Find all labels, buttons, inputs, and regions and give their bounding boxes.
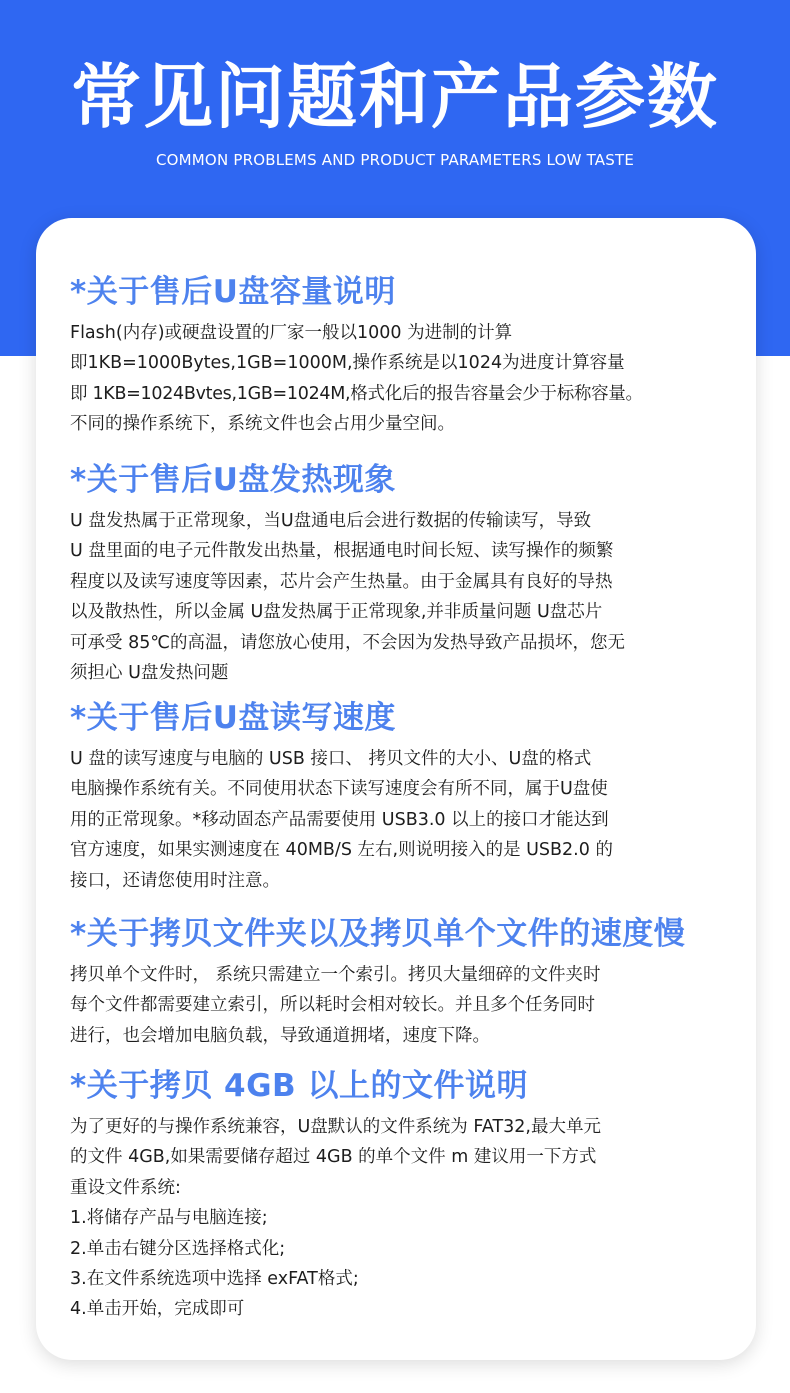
section-heat	[70, 456, 736, 688]
section-body	[70, 744, 736, 896]
body-line: 接口，还请您使用时注意。	[70, 870, 280, 891]
section-heading: *关于售后U盘发热现象	[70, 462, 396, 498]
body-line: 3.在文件系统选项中选择 exFAT格式;	[70, 1269, 359, 1290]
body-line: 的文件 4GB,如果需要储存超过 4GB 的单个文件 m 建议用一下方式	[70, 1147, 597, 1168]
body-line: 即1KB=1000Bytes,1GB=1000M,操作系统是以1024为进度计算容量	[70, 353, 625, 374]
body-line: U 盘里面的电子元件散发出热量，根据通电时间长短、读写操作的频繁	[70, 541, 614, 562]
body-line: U 盘发热属于正常现象，当U盘通电后会进行数据的传输读写，导致	[70, 511, 592, 531]
faq-card	[36, 218, 756, 1360]
body-line: 可承受 85℃的高温，请您放心使用，不会因为发热导致产品损坏，您无	[70, 632, 625, 653]
body-line: 拷贝单个文件时， 系统只需建立一个索引。拷贝大量细碎的文件夹时	[70, 965, 601, 985]
body-line: 4.单击开始，完成即可	[70, 1299, 245, 1320]
body-line: 用的正常现象。*移动固态产品需要使用 USB3.0 以上的接口才能达到	[70, 809, 609, 830]
section-body	[70, 318, 736, 440]
body-line: 1.将储存产品与电脑连接;	[70, 1208, 268, 1229]
body-line: 2.单击右键分区选择格式化;	[70, 1238, 286, 1259]
section-body	[70, 1112, 736, 1325]
body-line: 不同的操作系统下，系统文件也会占用少量空间。	[70, 414, 455, 435]
body-line: 为了更好的与操作系统兼容，U盘默认的文件系统为 FAT32,最大单元	[70, 1117, 601, 1137]
page-title: 常见问题和产品参数	[71, 56, 719, 138]
body-line: 程度以及读写速度等因素，芯片会产生热量。由于金属具有良好的导热	[70, 571, 613, 592]
body-line: 进行，也会增加电脑负载，导致通道拥堵，速度下降。	[70, 1025, 490, 1046]
section-capacity	[70, 268, 736, 440]
section-body	[70, 506, 736, 688]
section-heading: *关于拷贝 4GB 以上的文件说明	[70, 1068, 528, 1104]
section-heading: *关于售后U盘容量说明	[70, 274, 396, 310]
section-heading: *关于拷贝文件夹以及拷贝单个文件的速度慢	[70, 916, 686, 952]
body-line: 电脑操作系统有关。不同使用状态下读写速度会有所不同，属于U盘使	[70, 779, 608, 800]
section-copy-folder	[70, 910, 736, 1051]
section-heading: *关于售后U盘读写速度	[70, 700, 396, 736]
body-line: 官方速度，如果实测速度在 40MB/S 左右,则说明接入的是 USB2.0 的	[70, 840, 613, 861]
body-line: 即 1KB=1024Bvtes,1GB=1024M,格式化后的报告容量会少于标称容量。	[70, 383, 643, 404]
page-subtitle: COMMON PROBLEMS AND PRODUCT PARAMETERS LOW TASTE	[155, 151, 635, 169]
body-line: 以及散热性，所以金属 U盘发热属于正常现象,并非质量问题 U盘芯片	[70, 602, 603, 623]
body-line: U 盘的读写速度与电脑的 USB 接口、 拷贝文件的大小、U盘的格式	[70, 749, 592, 769]
section-speed	[70, 694, 736, 896]
body-line: 须担心 U盘发热问题	[70, 663, 229, 684]
section-4gb-files	[70, 1062, 736, 1325]
body-line: 每个文件都需要建立索引，所以耗时会相对较长。并且多个任务同时	[70, 995, 595, 1016]
section-body	[70, 960, 736, 1051]
body-line: Flash(内存)或硬盘设置的厂家一般以1000 为进制的计算	[70, 323, 513, 343]
body-line: 重设文件系统:	[70, 1177, 181, 1198]
